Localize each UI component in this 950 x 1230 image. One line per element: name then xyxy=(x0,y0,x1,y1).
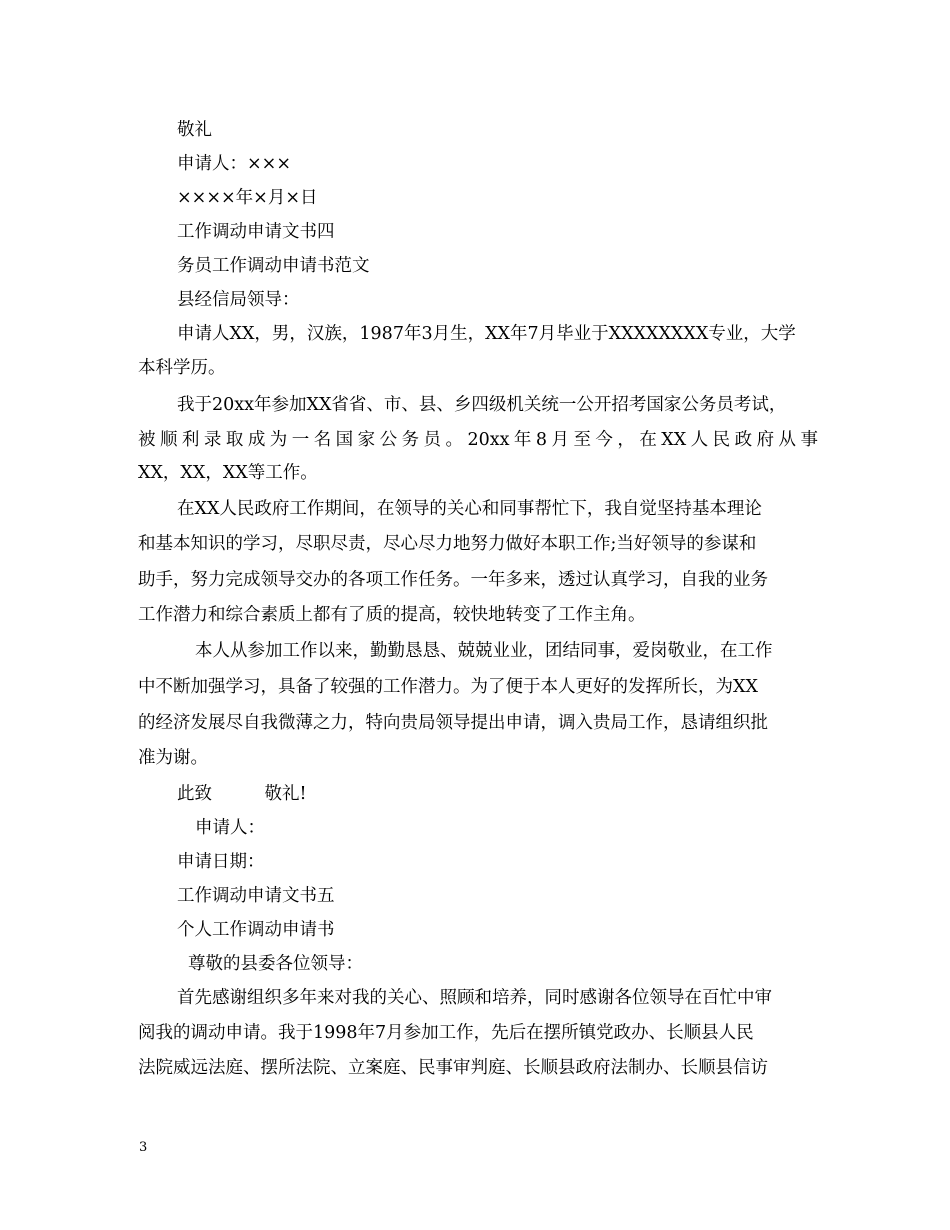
applicant-signature-line: 申请人： xyxy=(195,818,265,838)
paragraph-line: 工作潜力和综合素质上都有了质的提高，较快地转变了工作主角。 xyxy=(138,605,646,625)
closing-line: 此致 敬礼! xyxy=(177,784,307,804)
paragraph-line: 在XX人民政府工作期间，在领导的关心和同事帮忙下，我自觉坚持基本理论 xyxy=(177,499,762,519)
paragraph-line: 阅我的调动申请。我于1998年7月参加工作，先后在摆所镇党政办、长顺县人民 xyxy=(138,1023,754,1043)
applicant-line: 申请人：××× xyxy=(177,154,291,174)
paragraph-line: 助手，努力完成领导交办的各项工作任务。一年多来，透过认真学习，自我的业务 xyxy=(138,570,768,590)
section-subtitle-5: 个人工作调动申请书 xyxy=(177,920,335,940)
paragraph-line: 准为谢。 xyxy=(138,748,208,768)
paragraph-line: 和基本知识的学习，尽职尽责，尽心尽力地努力做好本职工作;当好领导的参谋和 xyxy=(138,534,757,554)
salutation-line: 尊敬的县委各位领导： xyxy=(188,954,363,974)
paragraph-line: 被顺利录取成为一名国家公务员。20xx年8月至今，在XX人民政府从事 xyxy=(138,430,818,450)
paragraph-line: 我于20xx年参加XX省省、市、县、乡四级机关统一公开招考国家公务员考试， xyxy=(177,395,787,415)
page-number: 3 xyxy=(139,1140,148,1155)
closing-salute: 敬礼 xyxy=(177,120,212,140)
section-subtitle-4: 务员工作调动申请书范文 xyxy=(177,256,370,276)
application-date-line: 申请日期： xyxy=(177,852,265,872)
date-line: ××××年×月×日 xyxy=(177,188,318,208)
paragraph-line: XX，XX，XX等工作。 xyxy=(138,463,318,483)
paragraph-line: 本人从参加工作以来，勤勤恳恳、兢兢业业，团结同事，爱岗敬业，在工作 xyxy=(195,641,773,661)
paragraph-line: 法院威远法庭、摆所法院、立案庭、民事审判庭、长顺县政府法制办、长顺县信访 xyxy=(138,1058,768,1078)
paragraph-line: 中不断加强学习，具备了较强的工作潜力。为了便于本人更好的发挥所长，为XX xyxy=(138,677,758,697)
section-heading-5: 工作调动申请文书五 xyxy=(177,886,335,906)
paragraph-line: 首先感谢组织多年来对我的关心、照顾和培养，同时感谢各位领导在百忙中审 xyxy=(177,988,772,1008)
paragraph-line: 的经济发展尽自我微薄之力，特向贵局领导提出申请，调入贵局工作，恳请组织批 xyxy=(138,713,768,733)
salutation-line: 县经信局领导： xyxy=(177,290,300,310)
section-heading-4: 工作调动申请文书四 xyxy=(177,222,335,242)
paragraph-line: 申请人XX，男，汉族，1987年3月生，XX年7月毕业于XXXXXXXX专业，大学 xyxy=(177,324,796,344)
paragraph-line: 本科学历。 xyxy=(138,358,226,378)
